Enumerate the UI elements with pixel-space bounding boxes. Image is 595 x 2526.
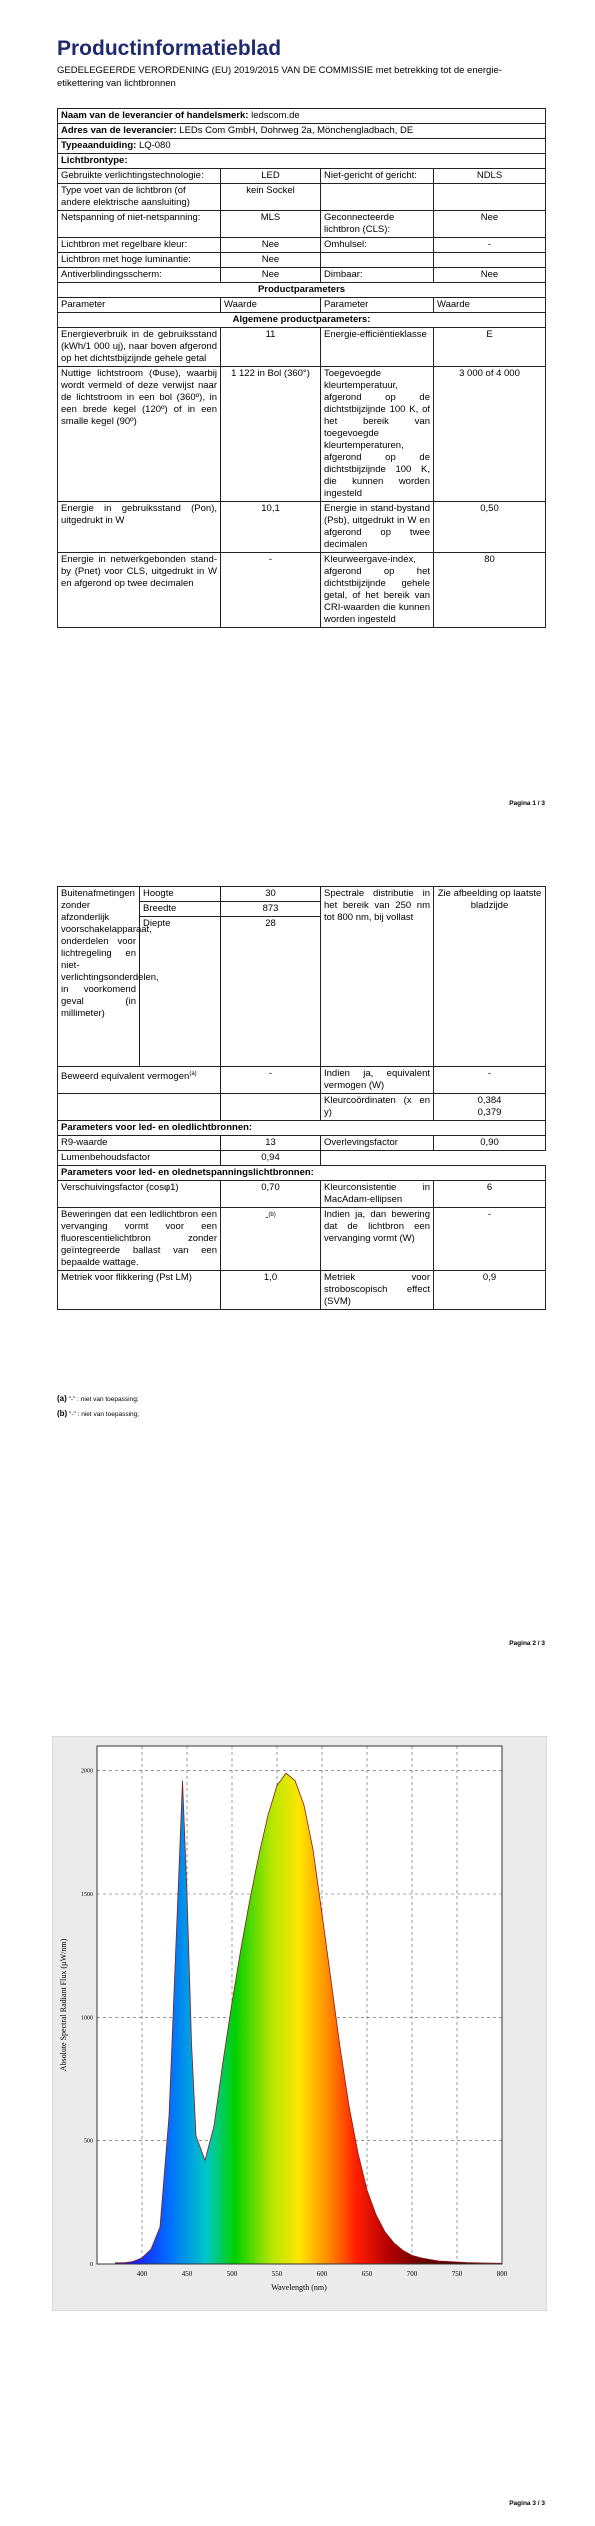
pnet-label: Energie in netwerkgebonden stand-by (Pnet) voor CLS, uitgedrukt in W en afgerond op twee decimalen [58,553,221,628]
width-label: Breedte [140,902,221,917]
technology-value: LED [221,169,321,184]
equivalent-watt-value: - [434,1067,546,1094]
mains-label: Netspanning of niet-netspanning: [58,211,221,238]
y-tick-label: 500 [84,2138,93,2145]
pon-label: Energie in gebruiksstand (Pon), uitgedrukt in W [58,502,221,553]
glare-shield-label: Antiverblindingsscherm: [58,268,221,283]
flicker-value: 1,0 [221,1271,321,1310]
col-value-header: Waarde [221,298,321,313]
colour-row [58,238,546,253]
footnote-b-text: "-" : niet van toepassing; [69,1411,140,1418]
equivalent-power-row [58,1067,546,1094]
macadam-label: Kleurconsistentie in MacAdam-ellipsen [321,1181,434,1208]
depth-label: Diepte [140,917,221,1067]
supplier-name-label: Naam van de leverancier of handelsmerk: [61,110,249,121]
replacement-watt-label: Indien ja, dan bewering dat de lichtbron een vervanging vormt (W) [321,1208,434,1271]
pnet-value: - [221,553,321,628]
glare-shield-value: Nee [221,268,321,283]
stroboscopic-label: Metriek voor stroboscopisch effect (SVM) [321,1271,434,1310]
r9-row [58,1136,546,1151]
spectral-distribution-label: Spectrale distributie in het bereik van 250 nm tot 800 nm, bij vollast [321,887,434,1067]
x-tick-label: 700 [406,2270,418,2278]
page-footer-1: Pagina 1 / 3 [509,800,545,807]
r9-label: R9-waarde [58,1136,221,1151]
height-value: 30 [221,887,321,902]
section-general [58,313,546,328]
cosphi-row [58,1181,546,1208]
x-tick-label: 800 [496,2270,508,2278]
r9-value: 13 [221,1136,321,1151]
energy-on-value: 11 [221,328,321,367]
spectral-distribution-value: Zie afbeelding op laatste bladzijde [434,887,546,1067]
envelope-value: - [434,238,546,253]
replacement-row [58,1208,546,1271]
document-title: Productinformatieblad [57,37,282,60]
product-info-table [57,108,546,628]
flux-label: Nuttige lichtstroom (Φuse), waarbij wordt vermeld of deze verwijst naar de lichtstroom in een bol (360º), in een brede kegel (120º) of in een smalle kegel (90º) [58,367,221,502]
supplier-row [58,109,546,124]
flux-value: 1 122 in Bol (360°) [221,367,321,502]
dimensions-label: Buitenafmetingen zonder afzonderlijk voorschakelapparaat, onderdelen voor lichtregeling en niet-verlichtingsonderdelen, in voorkomend geval (in millimeter) [58,887,140,1067]
cri-label: Kleurweergave-index, afgerond op het dichtstbijzijnde gehele getal, of het bereik van CRI-waarden die kunnen worden ingesteld [321,553,434,628]
power-row [58,502,546,553]
cls-value: Nee [434,211,546,238]
y-tick-label: 2000 [81,1768,93,1775]
high-luminance-row [58,253,546,268]
document-header [57,36,545,90]
chromaticity-y: 0,379 [477,1107,502,1118]
cct-label: Toegevoegde kleurtemperatuur, afgerond op de dichtstbijzijnde 100 K, of het bereik van toegevoegde kleurtemperaturen, afgerond op de dichtstbijzijnde 100 K, die kunnen worden ingesteld [321,367,434,502]
chromaticity-x: 0,384 [477,1095,502,1106]
replacement-watt-value: - [434,1208,546,1271]
col-param-header: Parameter [58,298,221,313]
displacement-factor-value: 0,70 [221,1181,321,1208]
page-2 [0,870,595,1670]
column-header-row [58,298,546,313]
high-luminance-label: Lichtbron met hoge luminantie: [58,253,221,268]
stroboscopic-value: 0,9 [434,1271,546,1310]
efficiency-class-label: Energie-efficiëntieklasse [321,328,434,367]
footnote-b [57,1407,139,1422]
section-mains-led [58,1166,546,1181]
ndls-label: Niet-gericht of gericht: [321,169,434,184]
glare-row [58,268,546,283]
y-axis-label: Absolute Spectral Radiant Flux (µW/nm) [59,1938,68,2072]
cls-label: Geconnecteerde lichtbron (CLS): [321,211,434,238]
chromaticity-label: Kleurcoördinaten (x en y) [321,1094,434,1121]
survival-value: 0,90 [434,1136,546,1151]
technology-row [58,169,546,184]
dimmable-label: Dimbaar: [321,268,434,283]
colour-tunable-label: Lichtbron met regelbare kleur: [58,238,221,253]
energy-row [58,328,546,367]
cap-type-value: kein Sockel [221,184,321,211]
supplier-name-value: ledscom.de [251,110,300,121]
psb-value: 0,50 [434,502,546,553]
x-tick-label: 750 [451,2270,463,2278]
lightsource-type-row [58,154,546,169]
col-param-header-2: Parameter [321,298,434,313]
lumen-row [58,1151,546,1166]
general-params-title: Algemene productparameters: [58,313,546,328]
mains-led-params-title: Parameters voor led- en olednetspanningslichtbronnen: [58,1166,546,1181]
y-tick-label: 0 [90,2262,93,2268]
lumen-maintenance-label: Lumenbehoudsfactor [58,1151,221,1166]
x-tick-label: 550 [271,2270,283,2278]
footnote-a [57,1392,139,1407]
technology-label: Gebruikte verlichtingstechnologie: [58,169,221,184]
x-axis-label: Wavelength (nm) [271,2283,327,2292]
mains-value: MLS [221,211,321,238]
colour-tunable-value: Nee [221,238,321,253]
y-tick-label: 1500 [81,1892,93,1898]
pon-value: 10,1 [221,502,321,553]
x-tick-label: 500 [226,2270,238,2278]
address-row [58,124,546,139]
model-label: Typeaanduiding: [61,140,137,151]
replacement-value: - [265,1212,269,1224]
depth-value: 28 [221,917,321,1067]
macadam-value: 6 [434,1181,546,1208]
page-3 [0,1700,595,2526]
dimmable-value: Nee [434,268,546,283]
product-info-table-continued [57,886,546,1310]
flux-row [58,367,546,502]
footnote-a-text: "-" : niet van toepassing; [68,1396,139,1403]
x-tick-label: 650 [361,2270,373,2278]
chromaticity-row [58,1094,546,1121]
ndls-value: NDLS [434,169,546,184]
supplier-address-label: Adres van de leverancier: [61,125,177,136]
flicker-row [58,1271,546,1310]
equivalent-power-note: (a) [189,1071,197,1077]
energy-on-label: Energieverbruik in de gebruiksstand (kWh/1 000 uj), naar boven afgerond op het dichtstbijzijnde gehele getal [58,328,221,367]
x-tick-label: 600 [316,2270,328,2278]
supplier-address-value: LEDs Com GmbH, Dohrweg 2a, Mönchengladbach, DE [179,125,414,136]
flicker-label: Metriek voor flikkering (Pst LM) [58,1271,221,1310]
footnote-b-mark: (b) [57,1409,68,1418]
dimensions-height-row [58,887,546,902]
footnotes [57,1392,139,1422]
y-tick-label: 1000 [81,2015,93,2022]
col-value-header-2: Waarde [434,298,546,313]
equivalent-power-label: Beweerd equivalent vermogen [61,1071,190,1083]
model-value: LQ-080 [138,140,171,151]
cri-value: 80 [434,553,546,628]
high-luminance-value: Nee [221,253,321,268]
page-footer-2: Pagina 2 / 3 [509,1640,545,1647]
cct-value: 3 000 of 4 000 [434,367,546,502]
replacement-note: (b) [268,1212,276,1218]
survival-label: Overlevingsfactor [321,1136,434,1151]
cap-row [58,184,546,211]
page-1 [0,0,595,820]
model-row [58,139,546,154]
x-tick-label: 400 [136,2270,148,2278]
psb-label: Energie in stand-bystand (Psb), uitgedrukt in W en afgerond op twee decimalen [321,502,434,553]
mains-row [58,211,546,238]
product-params-title: Productparameters [58,283,546,298]
replacement-label: Beweringen dat een ledlichtbron een vervanging vormt voor een fluorescentielichtbron zonder geïntegreerde ballast van een bepaalde wattage. [58,1208,221,1271]
led-params-title: Parameters voor led- en oledlichtbronnen: [58,1121,546,1136]
page-footer-3: Pagina 3 / 3 [509,2500,545,2507]
equivalent-power-value: - [221,1067,321,1094]
footnote-a-mark: (a) [57,1394,67,1403]
envelope-label: Omhulsel: [321,238,434,253]
lightsource-type-label: Lichtbrontype: [58,154,546,169]
chromaticity-value [434,1094,546,1121]
spectral-distribution-chart [52,1736,547,2311]
document-subtitle: GEDELEGEERDE VERORDENING (EU) 2019/2015 VAN DE COMMISSIE met betrekking tot de energie-etikettering van lichtbronnen [57,65,502,89]
x-tick-label: 450 [181,2270,193,2278]
section-led [58,1121,546,1136]
lumen-maintenance-value: 0,94 [221,1151,321,1166]
efficiency-class-value: E [434,328,546,367]
height-label: Hoogte [140,887,221,902]
section-product-params [58,283,546,298]
displacement-factor-label: Verschuivingsfactor (cosφ1) [58,1181,221,1208]
width-value: 873 [221,902,321,917]
equivalent-watt-label: Indien ja, equivalent vermogen (W) [321,1067,434,1094]
cap-type-label: Type voet van de lichtbron (of andere elektrische aansluiting) [58,184,221,211]
standby-row [58,553,546,628]
